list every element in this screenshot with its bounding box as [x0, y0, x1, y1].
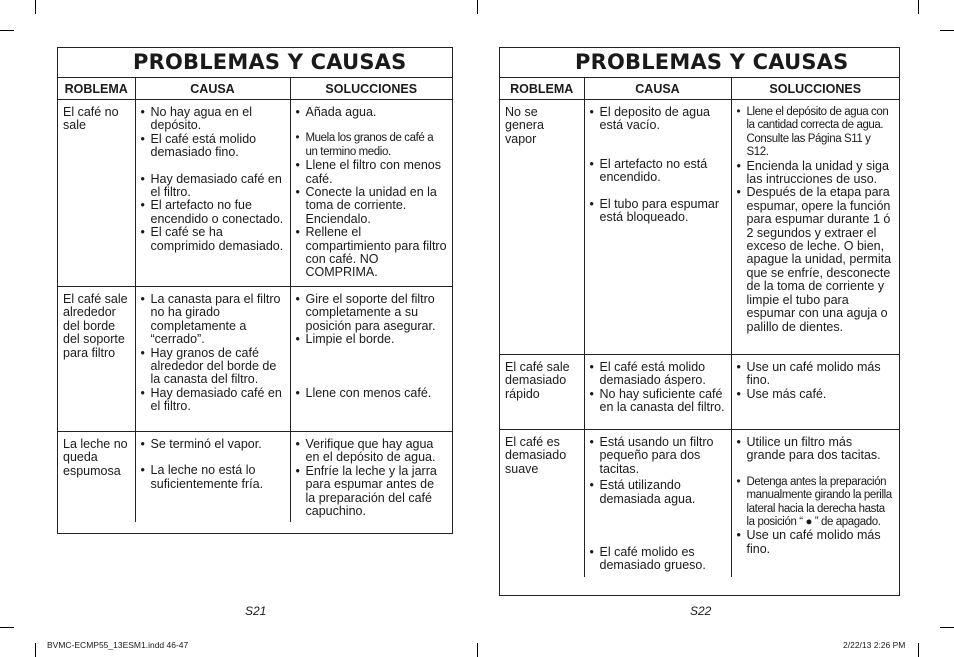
- crop-mark: [477, 643, 478, 657]
- solution-item: • Muela los granos de café a un termino medio.: [296, 132, 448, 159]
- solution-cell: [731, 430, 899, 577]
- solution-cell: [731, 355, 899, 430]
- column-header-problem: ROBLEMA: [58, 78, 135, 100]
- solution-item: • Use un café molido más fino.: [737, 529, 895, 556]
- crop-mark: [35, 0, 36, 14]
- solution-item: • Añada agua.: [296, 106, 448, 119]
- column-header-cause: CAUSA: [135, 78, 290, 100]
- cause-item: • El café se ha comprimido demasiado.: [141, 226, 285, 253]
- print-date-info: 2/22/13 2:26 PM: [843, 640, 906, 650]
- table-row: [58, 287, 452, 432]
- problem-cell: El café es demasiado suave: [500, 430, 584, 577]
- cause-item: • El deposito de agua está vacío.: [590, 106, 726, 133]
- solution-item: • Llene el filtro con menos café.: [296, 159, 448, 186]
- cause-item: • El café está molido demasiado áspero.: [590, 361, 726, 388]
- cause-item: • No hay suficiente café en la canasta del filtro.: [590, 388, 726, 415]
- crop-mark: [35, 643, 36, 657]
- crop-mark: [0, 30, 14, 31]
- cause-item: • Se terminó el vapor.: [141, 438, 285, 451]
- crop-mark: [918, 643, 919, 657]
- solution-item: • Limpie el borde.: [296, 333, 448, 346]
- table-header-row: [58, 78, 452, 100]
- solution-item: • Use más café.: [737, 388, 895, 401]
- cause-cell: [135, 100, 290, 287]
- problem-cell: El café no sale: [58, 100, 135, 287]
- solution-item: • Gire el soporte del filtro completamente a su posición para asegurar.: [296, 293, 448, 333]
- cause-item: • Está usando un filtro pequeño para dos tacitas.: [590, 436, 726, 476]
- table-header-row: [500, 78, 899, 100]
- cause-item: • El tubo para espumar está bloqueado.: [590, 198, 726, 225]
- column-header-problem: ROBLEMA: [500, 78, 584, 100]
- troubleshooting-page-left: [57, 47, 453, 534]
- solution-item: • Llene el depósito de agua con la cantidad correcta de agua. Consulte las Página S11 y S12.: [737, 106, 895, 160]
- troubleshooting-table: [58, 78, 452, 522]
- solution-item: • Rellene el compartimiento para filtro con café. NO COMPRIMA.: [296, 226, 448, 280]
- page-number-left: S21: [245, 604, 267, 618]
- table-row: [500, 430, 899, 577]
- solution-item: • Use un café molido más fino.: [737, 361, 895, 388]
- page-number-right: S22: [690, 604, 712, 618]
- page-title: PROBLEMAS Y CAUSAS: [58, 48, 452, 78]
- cause-item: • El artefacto no fue encendido o conectado.: [141, 199, 285, 226]
- problem-cell: No se genera vapor: [500, 100, 584, 355]
- solution-cell: [290, 432, 452, 523]
- print-file-info: BVMC-ECMP55_13ESM1.indd 46-47: [47, 640, 189, 650]
- cause-cell: [135, 287, 290, 432]
- cause-cell: [584, 430, 731, 577]
- cause-item: • El café está molido demasiado fino.: [141, 133, 285, 160]
- troubleshooting-table: [500, 78, 899, 577]
- cause-item: • La canasta para el filtro no ha girado completamente a “cerrado”.: [141, 293, 285, 347]
- table-row: [58, 432, 452, 523]
- cause-cell: [584, 355, 731, 430]
- column-header-solutions: SOLUCCIONES: [290, 78, 452, 100]
- cause-item: • La leche no está lo suficientemente fría.: [141, 464, 285, 491]
- table-row: [500, 355, 899, 430]
- table-row: [500, 100, 899, 355]
- solution-item: • Conecte la unidad en la toma de corriente. Enciendalo.: [296, 186, 448, 226]
- cause-item: • Está utilizando demasiada agua.: [590, 479, 726, 506]
- column-header-cause: CAUSA: [584, 78, 731, 100]
- solution-cell: [731, 100, 899, 355]
- solution-cell: [290, 100, 452, 287]
- crop-mark: [940, 30, 954, 31]
- solution-item: • Detenga antes la preparación manualmente girando la perilla lateral hacia la derecha hasta la posición “ ● ” de apagado.: [737, 476, 895, 530]
- cause-item: • Hay demasiado café en el filtro.: [141, 173, 285, 200]
- cause-cell: [135, 432, 290, 523]
- crop-mark: [918, 0, 919, 14]
- crop-mark: [477, 0, 478, 14]
- table-row: [58, 100, 452, 287]
- solution-item: • Llene con menos café.: [296, 387, 448, 400]
- cause-cell: [584, 100, 731, 355]
- cause-item: • El artefacto no está encendido.: [590, 158, 726, 185]
- problem-cell: El café sale demasiado rápido: [500, 355, 584, 430]
- problem-cell: El café sale alrededor del borde del soporte para filtro: [58, 287, 135, 432]
- troubleshooting-page-right: [499, 47, 900, 596]
- cause-item: • Hay demasiado café en el filtro.: [141, 387, 285, 414]
- crop-mark: [940, 627, 954, 628]
- solution-cell: [290, 287, 452, 432]
- solution-item: • Después de la etapa para espumar, opere la función para espumar durante 1 ó 2 segundos y extraer el exceso de leche. O bien, apague la unidad, permita que se enfríe, desconecte de la toma de corriente y limpie el tubo para espumar con una aguja o palillo de dientes.: [737, 186, 895, 333]
- cause-item: • El café molido es demasiado grueso.: [590, 546, 726, 573]
- solution-item: • Enfríe la leche y la jarra para espumar antes de la preparación del café capuchino.: [296, 465, 448, 519]
- solution-item: • Verifique que hay agua en el depósito de agua.: [296, 438, 448, 465]
- cause-item: • No hay agua en el depósito.: [141, 106, 285, 133]
- column-header-solutions: SOLUCCIONES: [731, 78, 899, 100]
- crop-mark: [0, 627, 14, 628]
- page-title: PROBLEMAS Y CAUSAS: [500, 48, 899, 78]
- problem-cell: La leche no queda espumosa: [58, 432, 135, 523]
- solution-item: • Encienda la unidad y siga las intrucciones de uso.: [737, 160, 895, 187]
- solution-item: • Utilice un filtro más grande para dos tacitas.: [737, 436, 895, 463]
- cause-item: • Hay granos de café alrededor del borde de la canasta del filtro.: [141, 347, 285, 387]
